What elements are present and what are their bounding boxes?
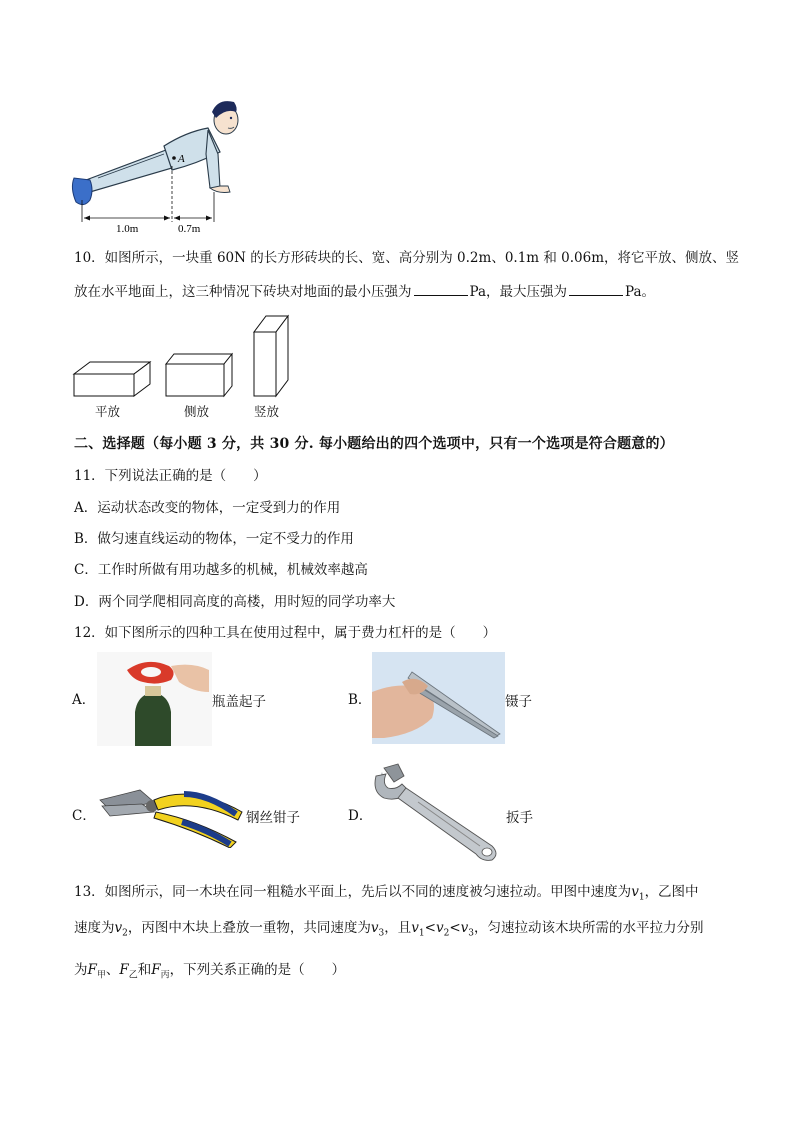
q11-option-b[interactable]: B．做匀速直线运动的物体，一定不受力的作用 [74,531,354,547]
q13-line3 [74,960,345,986]
wrench-image[interactable] [368,762,506,864]
q11-option-d[interactable]: D．两个同学爬相同高度的高楼，用时短的同学功率大 [74,594,396,610]
q10-line2-pre: 放在水平地面上，这三种情况下砖块对地面的最小压强为 [74,284,412,300]
point-a-label: A [178,153,185,165]
brick-label-flat: 平放 [95,404,121,419]
answer-blank-max[interactable] [569,283,623,296]
q13-line2-mid: ，丙图中木块上叠放一重物，共同速度为 [127,920,371,936]
q13-line1-end: ，乙图中 [644,884,699,900]
cond-v2: v [435,920,444,936]
q10-line1: 10．如图所示，一块重 60N 的长方形砖块的长、宽、高分别为 0.2m、0.1m 和 0.06m，将它平放、侧放、竖 [74,250,740,266]
q13-line1 [74,882,699,908]
q11-option-a[interactable]: A．运动状态改变的物体，一定受到力的作用 [74,500,341,516]
q13-line2 [74,918,704,944]
cond-v2-sub: 2 [443,928,450,939]
v1-subscript: 1 [638,892,645,903]
f-bing-symbol: F [151,962,161,978]
q12-option-b-name: 镊子 [505,694,532,710]
tweezers-image[interactable] [372,652,505,744]
q13-line2-cond: ，且 [384,920,412,936]
cond-v1: v [411,920,419,936]
f-jia-subscript: 甲 [96,970,106,981]
cond-v1-sub: 1 [418,928,425,939]
f-yi-symbol: F [119,962,129,978]
cond-lt-1: < [424,920,436,936]
f-bing-subscript: 丙 [160,970,170,981]
v3-symbol: v [370,920,379,936]
v2-symbol: v [114,920,123,936]
q11-stem: 11．下列说法正确的是（ ） [74,468,267,484]
brick-figures [70,312,300,402]
cond-v3-sub: 3 [468,928,474,939]
q12-option-a-name: 瓶盖起子 [212,694,266,710]
q12-option-b-letter[interactable]: B． [348,692,372,708]
q13-line3-pre: 为 [74,962,88,978]
q12-option-d-name: 扳手 [506,810,533,826]
q10-line2 [74,282,655,302]
f-yi-subscript: 乙 [128,970,138,981]
v3-subscript: 3 [378,928,385,939]
pliers-image[interactable] [96,776,246,848]
pushup-figure [68,96,268,244]
v2-subscript: 2 [122,928,128,939]
section-heading: 二、选择题（每小题 3 分，共 30 分. 每小题给出的四个选项中，只有一个选项是符合题意的） [74,436,674,452]
cond-v3: v [460,920,469,936]
f-jia-symbol: F [87,962,97,978]
q10-line2-mid: Pa，最大压强为 [469,284,568,300]
q13-sep2: 和 [137,962,152,978]
q13-line3-end: ，下列关系正确的是（ ） [169,962,346,978]
brick-label-side: 侧放 [184,404,210,419]
brick-label-upright: 竖放 [254,404,280,419]
q13-sep1: 、 [105,962,120,978]
q12-stem: 12．如下图所示的四种工具在使用过程中，属于费力杠杆的是（ ） [74,625,497,641]
q12-option-c-name: 钢丝钳子 [246,810,300,826]
q11-option-c[interactable]: C．工作时所做有用功越多的机械，机械效率越高 [74,562,368,578]
q12-option-d-letter[interactable]: D． [348,808,373,824]
q12-option-c-letter[interactable]: C． [72,808,96,824]
q12-option-a-letter[interactable]: A． [72,692,96,708]
q10-line2-end: Pa。 [625,284,656,300]
cond-lt-2: < [449,920,461,936]
v1-symbol: v [631,884,639,900]
q13-line2-end: ，匀速拉动该木块所需的水平拉力分别 [474,920,704,936]
q13-line2-pre: 速度为 [74,920,115,936]
bottle-opener-image[interactable] [97,652,212,746]
dimension-2: 0.7m [178,223,201,235]
q13-line1-text: 13．如图所示，同一木块在同一粗糙水平面上，先后以不同的速度被匀速拉动。甲图中速度为 [74,884,632,900]
answer-blank-min[interactable] [414,283,468,296]
dimension-1: 1.0m [116,223,139,235]
